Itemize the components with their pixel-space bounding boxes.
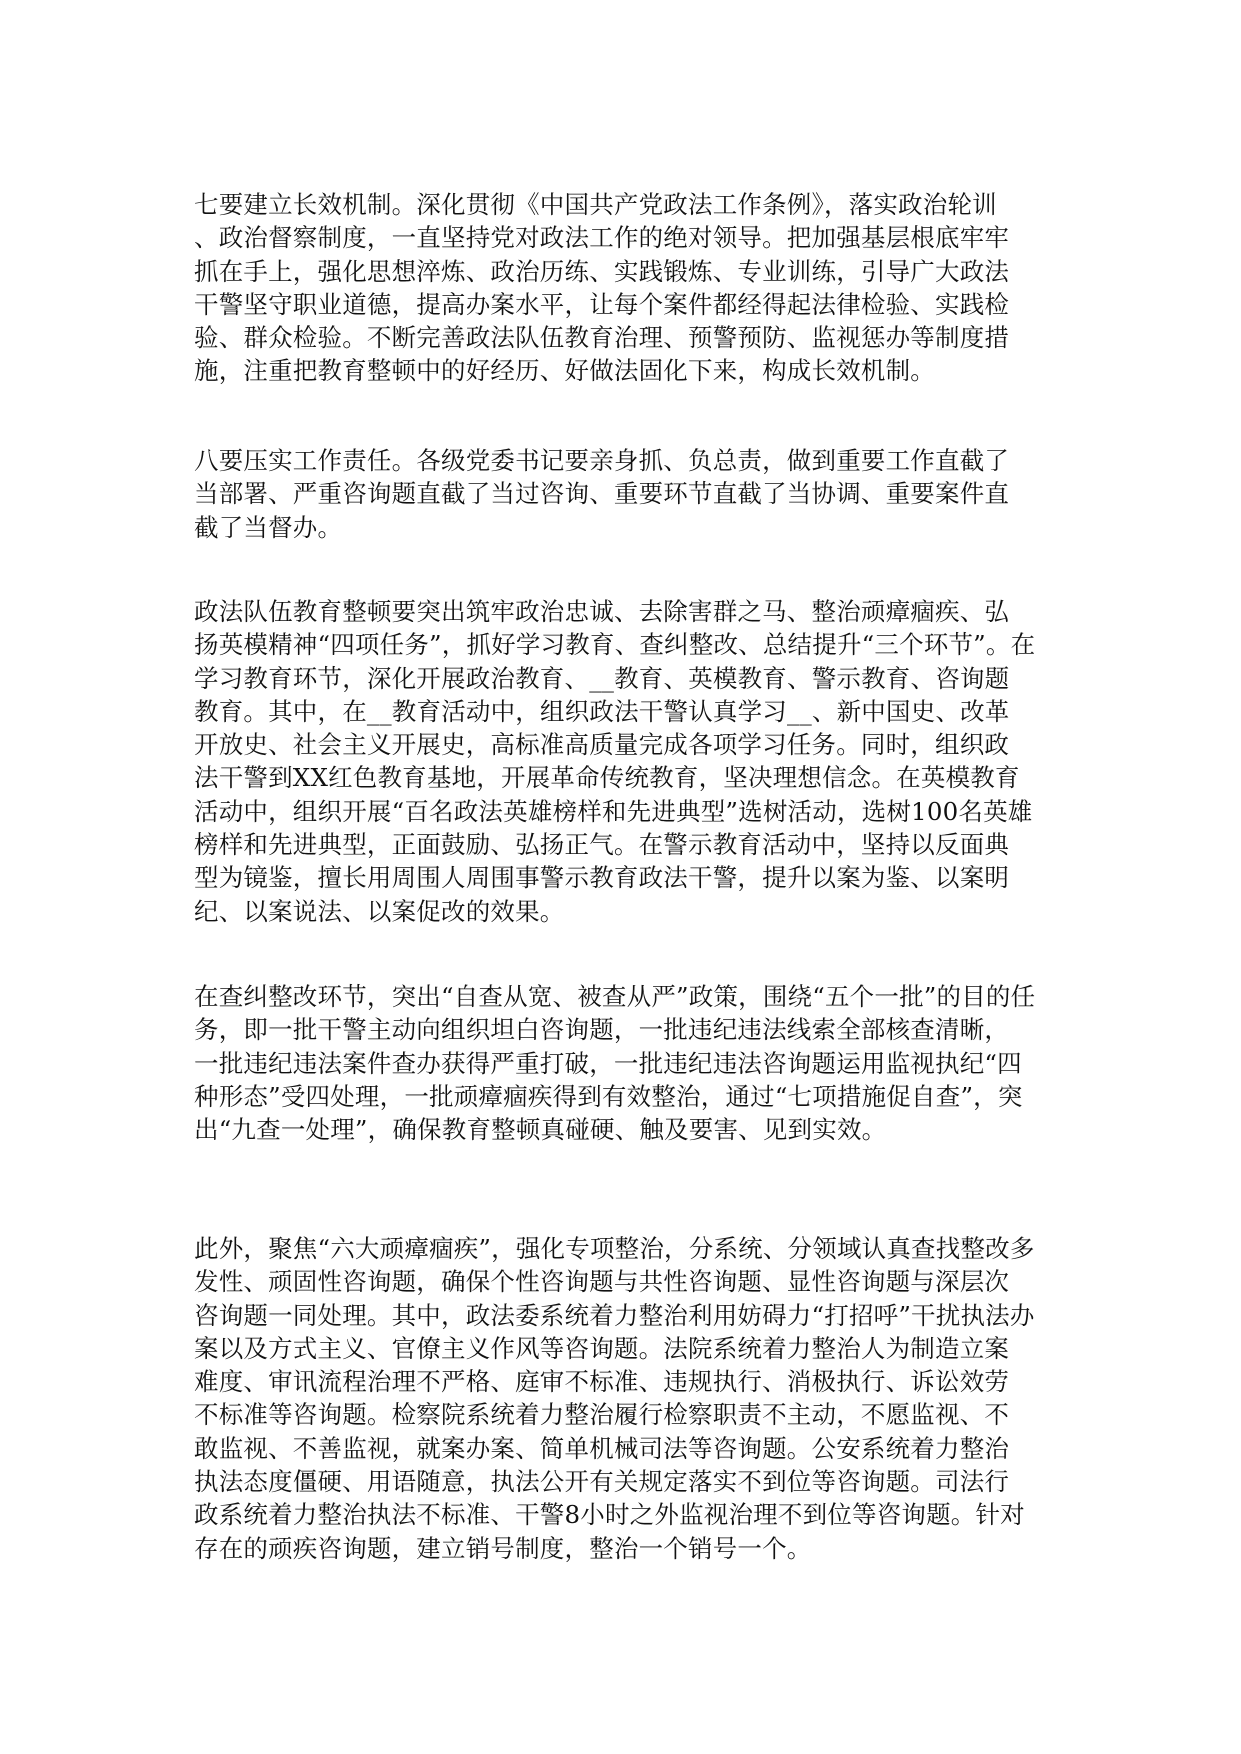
text-line: 法干警到XX红色教育基地，开展革命传统教育，坚决理想信念。在英模教育	[194, 763, 1020, 793]
paragraph-long-term-mechanism	[194, 188, 1009, 388]
text-line: 此外，聚焦“六大顽瘴痼疾”，强化专项整治，分系统、分领域认真查找整改多	[194, 1234, 1035, 1263]
text-line: 、政治督察制度，一直坚持党对政法工作的绝对领导。把加强基层根底牢牢	[194, 223, 1010, 253]
text-line: 当部署、严重咨询题直截了当过咨询、重要环节直截了当协调、重要案件直	[194, 479, 1010, 509]
text-line: 政法队伍教育整顿要突出筑牢政治忠诚、去除害群之马、整治顽瘴痼疾、弘	[194, 597, 1010, 626]
text-line: 开放史、社会主义开展史，高标准高质量完成各项学习任务。同时，组织政	[194, 730, 1010, 760]
text-line: 敢监视、不善监视，就案办案、简单机械司法等咨询题。公安系统着力整治	[194, 1433, 1010, 1463]
text-line: 型为镜鉴，擅长用周围人周围事警示教育政法干警，提升以案为鉴、以案明	[194, 863, 1010, 893]
text-line: 发性、顽固性咨询题，确保个性咨询题与共性咨询题、显性咨询题与深层次	[194, 1267, 1010, 1297]
text-line: 务，即一批干警主动向组织坦白咨询题，一批违纪违法线索全部核查清晰，	[194, 1015, 1010, 1045]
text-line: 学习教育环节，深化开展政治教育、__教育、英模教育、警示教育、咨询题	[194, 663, 1010, 693]
text-line: 教育。其中，在__教育活动中，组织政法干警认真学习__、新中国史、改革	[194, 696, 1010, 726]
text-line: 活动中，组织开展“百名政法英雄榜样和先进典型”选树活动，选树100名英雄	[194, 796, 1033, 826]
text-line: 八要压实工作责任。各级党委书记要亲身抓、负总责，做到重要工作直截了	[194, 446, 1010, 475]
text-line: 政系统着力整治执法不标准、干警8小时之外监视治理不到位等咨询题。针对	[194, 1500, 1025, 1530]
text-line: 榜样和先进典型，正面鼓励、弘扬正气。在警示教育活动中，坚持以反面典	[194, 830, 1010, 860]
text-line: 难度、审讯流程治理不严格、庭审不标准、违规执行、消极执行、诉讼效劳	[194, 1367, 1010, 1397]
text-line: 截了当督办。	[194, 512, 343, 542]
text-line: 在查纠整改环节，突出“自查从宽、被查从严”政策，围绕“五个一批”的目的任	[194, 982, 1036, 1011]
text-line: 出“九查一处理”，确保教育整顿真碰硬、触及要害、见到实效。	[194, 1115, 887, 1145]
text-line: 存在的顽疾咨询题，建立销号制度，整治一个销号一个。	[194, 1533, 812, 1563]
text-line: 案以及方式主义、官僚主义作风等咨询题。法院系统着力整治人为制造立案	[194, 1333, 1010, 1363]
paragraph-investigation-rectification	[194, 980, 1035, 1146]
text-line: 纪、以案说法、以案促改的效果。	[194, 896, 565, 926]
text-line: 一批违纪违法案件查办获得严重打破，一批违纪违法咨询题运用监视执纪“四	[194, 1048, 1022, 1078]
text-line: 验、群众检验。不断完善政法队伍教育治理、预警预防、监视惩办等制度措	[194, 323, 1010, 353]
text-line: 执法态度僵硬、用语随意，执法公开有关规定落实不到位等咨询题。司法行	[194, 1467, 1010, 1497]
text-line: 不标准等咨询题。检察院系统着力整治履行检察职责不主动，不愿监视、不	[194, 1400, 1010, 1430]
text-line: 咨询题一同处理。其中，政法委系统着力整治利用妨碍力“打招呼”干扰执法办	[194, 1300, 1035, 1330]
text-line: 七要建立长效机制。深化贯彻《中国共产党政法工作条例》，落实政治轮训	[194, 190, 997, 219]
text-line: 种形态”受四处理，一批顽瘴痼疾得到有效整治，通过“七项措施促自查”，突	[194, 1081, 1023, 1111]
text-line: 抓在手上，强化思想淬炼、政治历练、实践锻炼、专业训练，引导广大政法	[194, 256, 1010, 286]
paragraph-special-rectification	[194, 1232, 1035, 1565]
text-line: 干警坚守职业道德，提高办案水平，让每个案件都经得起法律检验、实践检	[194, 289, 1010, 319]
text-line: 扬英模精神“四项任务”，抓好学习教育、查纠整改、总结提升“三个环节”。在	[194, 630, 1036, 660]
paragraph-education-rectification	[194, 595, 1035, 928]
text-line: 施，注重把教育整顿中的好经历、好做法固化下来，构成长效机制。	[194, 356, 935, 386]
paragraph-work-responsibility	[194, 444, 1009, 544]
